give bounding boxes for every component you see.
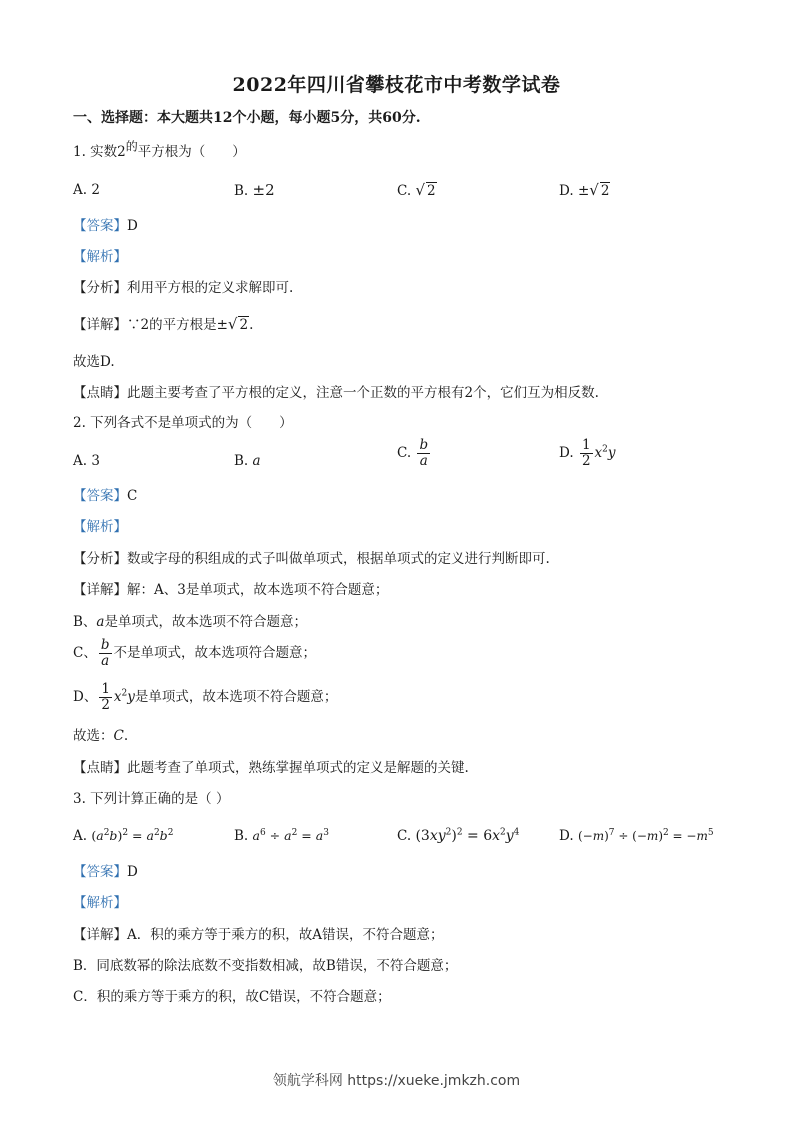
q2-line-c: C、 $\frac{b}{a}$ 不是单项式，故本选项符合题意； bbox=[73, 637, 316, 669]
q2-answer: 【答案】C bbox=[73, 488, 138, 504]
q3-xiangjie: 【详解】A．积的乘方等于乘方的积，故A错误，不符合题意； bbox=[73, 927, 444, 943]
q2-dianjing: 【点睛】此题考查了单项式，熟练掌握单项式的定义是解题的关键. bbox=[73, 760, 469, 776]
q3-analysis-label: 【解析】 bbox=[73, 895, 127, 911]
radical-sign-icon: √ bbox=[227, 315, 238, 333]
q2-option-b: B. a bbox=[234, 453, 261, 469]
q1-dianjing: 【点睛】此题主要考查了平方根的定义，注意一个正数的平方根有2个，它们互为相反数. bbox=[73, 385, 599, 401]
q2-option-a: A. 3 bbox=[73, 453, 100, 469]
section-heading: 一、选择题：本大题共12个小题，每小题5分，共60分. bbox=[73, 110, 421, 126]
q2-xiangjie: 【详解】解：A、3是单项式，故本选项不符合题意； bbox=[73, 582, 389, 598]
q1-fenxi: 【分析】利用平方根的定义求解即可. bbox=[73, 280, 294, 296]
radical-sign-icon: √ bbox=[589, 181, 599, 199]
q3-option-c: C. $(3xy^2)^2 = 6x^2y^4$ bbox=[397, 827, 520, 844]
fraction: $\frac{b}{a}$ bbox=[100, 637, 110, 669]
q1-option-b: B. ±2 bbox=[234, 181, 275, 199]
q2-conclusion: 故选：C. bbox=[73, 728, 129, 744]
fraction: $\frac{b}{a}$ bbox=[419, 437, 429, 469]
q1-conclusion: 故选D. bbox=[73, 354, 115, 370]
q2-analysis-label: 【解析】 bbox=[73, 519, 127, 535]
q3-line-c: C．积的乘方等于乘方的积，故C错误，不符合题意； bbox=[73, 989, 391, 1005]
q3-line-b: B．同底数幂的除法底数不变指数相减，故B错误，不符合题意； bbox=[73, 958, 458, 974]
q2-line-d: D、 $\frac{1}{2}$ $x^2y$是单项式，故本选项不符合题意； bbox=[73, 681, 338, 713]
q1-option-a: A. 2 bbox=[73, 182, 100, 198]
q3-answer: 【答案】D bbox=[73, 864, 138, 880]
fraction: $\frac{1}{2}$ bbox=[101, 681, 110, 713]
fraction: $\frac{1}{2}$ bbox=[581, 437, 591, 469]
radical-sign-icon: √ bbox=[415, 181, 425, 199]
q1-option-d: D. ±√ 2 bbox=[559, 181, 610, 199]
q2-stem: 2. 下列各式不是单项式的为（ ） bbox=[73, 415, 293, 431]
q3-option-b: B. $a^6 \div a^2 = a^3$ bbox=[234, 827, 329, 844]
q3-stem: 3. 下列计算正确的是（ ） bbox=[73, 791, 230, 807]
q3-option-a: A. $(a^2b)^2 = a^2b^2$ bbox=[73, 827, 174, 844]
q1-answer: 【答案】D bbox=[73, 218, 138, 234]
q1-stem: 1. 实数$2^的$平方根为（ ） bbox=[73, 139, 246, 160]
page-title: 2022年四川省攀枝花市中考数学试卷 bbox=[232, 74, 561, 96]
q2-fenxi: 【分析】数或字母的积组成的式子叫做单项式，根据单项式的定义进行判断即可. bbox=[73, 551, 550, 567]
q1-analysis-label: 【解析】 bbox=[73, 249, 127, 265]
footer-watermark: 领航学科网 https://xueke.jmkzh.com bbox=[272, 1073, 521, 1089]
q2-line-b: B、a是单项式，故本选项不符合题意； bbox=[73, 614, 307, 630]
q1-option-c: C. √ 2 bbox=[397, 181, 436, 199]
q2-option-d: D. $\frac{1}{2}$ $x^2y$ bbox=[559, 437, 616, 469]
q3-option-d: D. $(-m)^7 \div (-m)^2 = -m^5$ bbox=[559, 828, 714, 844]
q2-option-c: C. $\frac{b}{a}$ bbox=[397, 437, 429, 469]
q1-xiangjie: 【详解】∵2的平方根是±√ 2. bbox=[73, 315, 254, 333]
